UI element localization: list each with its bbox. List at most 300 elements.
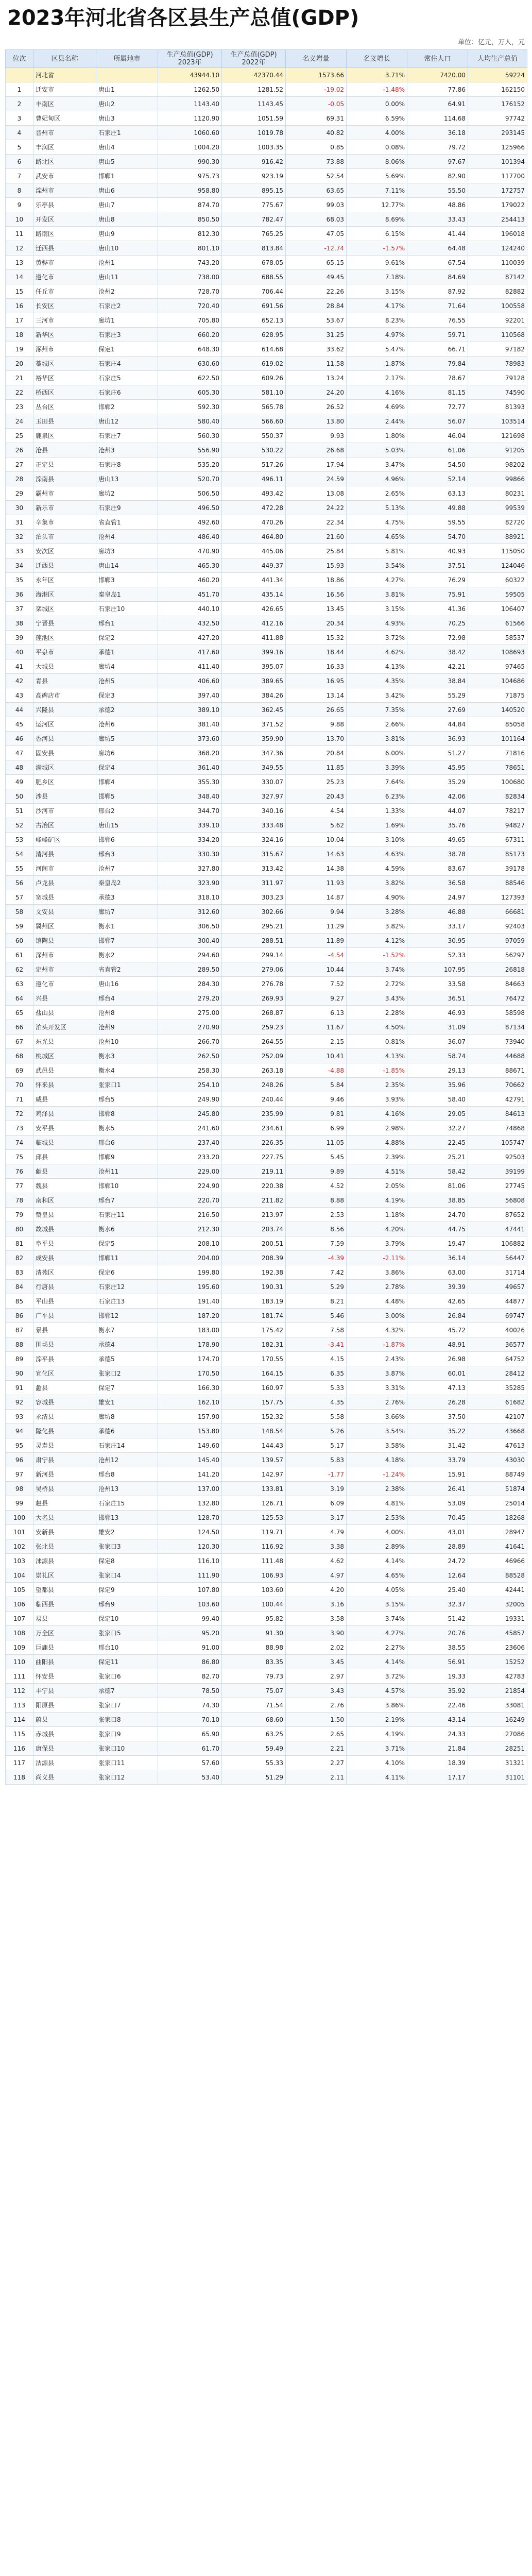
- gdp-2023-cell: 975.73: [158, 169, 222, 183]
- page-title: 2023年河北省各区县生产总值(GDP): [7, 6, 359, 30]
- rank-cell: 34: [6, 558, 33, 573]
- rank-cell: [6, 68, 33, 82]
- rank-cell: 79: [6, 1208, 33, 1222]
- growth-cell: 1.33%: [347, 804, 407, 818]
- gdp-2022-cell: 268.87: [222, 1006, 286, 1020]
- population-cell: 81.06: [407, 1179, 468, 1193]
- gdp-2023-cell: 318.10: [158, 890, 222, 905]
- rank-cell: 9: [6, 198, 33, 212]
- population-cell: 26.28: [407, 1395, 468, 1410]
- table-row: [6, 703, 527, 717]
- rank-cell: 30: [6, 501, 33, 515]
- rank-cell: 55: [6, 861, 33, 876]
- per-capita-cell: 78651: [468, 760, 527, 775]
- per-capita-cell: 31101: [468, 1770, 527, 1785]
- increase-cell: 99.03: [286, 198, 347, 212]
- rank-cell: 75: [6, 1150, 33, 1164]
- per-capita-cell: 23606: [468, 1640, 527, 1655]
- city-cell: 石家庄12: [96, 1280, 158, 1294]
- city-cell: 秦皇岛2: [96, 876, 158, 890]
- gdp-2023-cell: 103.60: [158, 1597, 222, 1612]
- gdp-2023-cell: 284.30: [158, 977, 222, 991]
- gdp-2022-cell: 139.57: [222, 1453, 286, 1467]
- table-row: [6, 1164, 527, 1179]
- population-cell: 81.15: [407, 385, 468, 400]
- growth-cell: 4.13%: [347, 1049, 407, 1063]
- gdp-2023-cell: 275.00: [158, 1006, 222, 1020]
- county-cell: 玉田县: [33, 414, 96, 429]
- rank-cell: 7: [6, 169, 33, 183]
- growth-cell: 0.81%: [347, 1035, 407, 1049]
- table-row: [6, 1352, 527, 1366]
- city-cell: 保定9: [96, 1583, 158, 1597]
- table-row: [6, 717, 527, 732]
- per-capita-cell: 81393: [468, 400, 527, 414]
- growth-cell: 3.71%: [347, 1741, 407, 1756]
- increase-cell: 65.15: [286, 256, 347, 270]
- rank-cell: 5: [6, 140, 33, 155]
- gdp-2023-cell: 389.10: [158, 703, 222, 717]
- city-cell: 保定8: [96, 1554, 158, 1568]
- gdp-2022-cell: 203.74: [222, 1222, 286, 1236]
- increase-cell: 10.41: [286, 1049, 347, 1063]
- table-row: [6, 82, 527, 97]
- city-cell: 张家口3: [96, 1539, 158, 1554]
- population-cell: 48.91: [407, 1337, 468, 1352]
- county-cell: 赵县: [33, 1496, 96, 1511]
- increase-cell: 3.38: [286, 1539, 347, 1554]
- county-cell: 阳原县: [33, 1698, 96, 1713]
- per-capita-cell: 26818: [468, 962, 527, 977]
- per-capita-cell: 42791: [468, 1092, 527, 1107]
- county-cell: 万全区: [33, 1626, 96, 1640]
- table-row: [6, 1669, 527, 1684]
- increase-cell: 22.26: [286, 284, 347, 299]
- increase-cell: 3.19: [286, 1482, 347, 1496]
- county-cell: 霸州市: [33, 486, 96, 501]
- growth-cell: 4.05%: [347, 1583, 407, 1597]
- gdp-2023-cell: 145.40: [158, 1453, 222, 1467]
- table-row: [6, 1337, 527, 1352]
- per-capita-cell: 100680: [468, 775, 527, 789]
- per-capita-cell: 28412: [468, 1366, 527, 1381]
- increase-cell: 7.58: [286, 1323, 347, 1337]
- per-capita-cell: 103514: [468, 414, 527, 429]
- table-row: [6, 241, 527, 256]
- growth-cell: 3.87%: [347, 1366, 407, 1381]
- gdp-2023-cell: 61.70: [158, 1741, 222, 1756]
- rank-cell: 41: [6, 659, 33, 674]
- county-cell: 吴桥县: [33, 1482, 96, 1496]
- gdp-2023-cell: 124.50: [158, 1525, 222, 1539]
- population-cell: 26.98: [407, 1352, 468, 1366]
- city-cell: 唐山11: [96, 270, 158, 284]
- city-cell: 石家庄5: [96, 371, 158, 385]
- gdp-2023-cell: 208.10: [158, 1236, 222, 1251]
- growth-cell: -1.52%: [347, 948, 407, 962]
- increase-cell: 13.24: [286, 371, 347, 385]
- table-row: [6, 602, 527, 616]
- county-cell: 东光县: [33, 1035, 96, 1049]
- county-cell: 永清县: [33, 1410, 96, 1424]
- city-cell: 廊坊7: [96, 905, 158, 919]
- population-cell: 72.98: [407, 631, 468, 645]
- table-row: [6, 1525, 527, 1539]
- population-cell: 24.72: [407, 1554, 468, 1568]
- header-per-capita: 人均生产总值: [468, 50, 527, 68]
- gdp-2022-cell: 95.82: [222, 1612, 286, 1626]
- gdp-2023-cell: 812.30: [158, 227, 222, 241]
- growth-cell: 3.81%: [347, 732, 407, 746]
- increase-cell: 5.46: [286, 1309, 347, 1323]
- table-row: [6, 1453, 527, 1467]
- population-cell: 38.55: [407, 1640, 468, 1655]
- population-cell: 76.55: [407, 313, 468, 328]
- table-row: [6, 1698, 527, 1713]
- county-cell: 海港区: [33, 587, 96, 602]
- increase-cell: 13.70: [286, 732, 347, 746]
- city-cell: 唐山7: [96, 198, 158, 212]
- gdp-2023-cell: 958.80: [158, 183, 222, 198]
- gdp-2022-cell: 219.11: [222, 1164, 286, 1179]
- population-cell: 24.70: [407, 1208, 468, 1222]
- increase-cell: 53.67: [286, 313, 347, 328]
- per-capita-cell: 18268: [468, 1511, 527, 1525]
- gdp-2022-cell: 88.98: [222, 1640, 286, 1655]
- city-cell: 石家庄15: [96, 1496, 158, 1511]
- city-cell: 张家口6: [96, 1669, 158, 1684]
- table-row: [6, 1770, 527, 1785]
- gdp-2023-cell: 199.80: [158, 1265, 222, 1280]
- gdp-2022-cell: 678.05: [222, 256, 286, 270]
- growth-cell: 4.19%: [347, 1727, 407, 1741]
- gdp-2023-cell: 323.90: [158, 876, 222, 890]
- county-cell: 沧县: [33, 443, 96, 457]
- city-cell: 沧州4: [96, 530, 158, 544]
- county-cell: 赤城县: [33, 1727, 96, 1741]
- city-cell: 邯郸6: [96, 833, 158, 847]
- growth-cell: 4.16%: [347, 1107, 407, 1121]
- rank-cell: 2: [6, 97, 33, 111]
- gdp-2022-cell: 51.29: [222, 1770, 286, 1785]
- header-nominal-growth: 名义增长: [347, 50, 407, 68]
- per-capita-cell: 179022: [468, 198, 527, 212]
- gdp-2023-cell: 506.50: [158, 486, 222, 501]
- county-cell: 永年区: [33, 573, 96, 587]
- gdp-2023-cell: 330.30: [158, 847, 222, 861]
- per-capita-cell: 59505: [468, 587, 527, 602]
- per-capita-cell: 127393: [468, 890, 527, 905]
- increase-cell: 9.46: [286, 1092, 347, 1107]
- per-capita-cell: 94827: [468, 818, 527, 833]
- rank-cell: 56: [6, 876, 33, 890]
- gdp-2022-cell: 496.11: [222, 472, 286, 486]
- growth-cell: 7.11%: [347, 183, 407, 198]
- rank-cell: 46: [6, 732, 33, 746]
- city-cell: 廊坊5: [96, 732, 158, 746]
- gdp-2023-cell: 440.10: [158, 602, 222, 616]
- increase-cell: 3.58: [286, 1612, 347, 1626]
- population-cell: 45.95: [407, 760, 468, 775]
- city-cell: 沧州12: [96, 1453, 158, 1467]
- population-cell: 87.92: [407, 284, 468, 299]
- population-cell: 35.96: [407, 1078, 468, 1092]
- population-cell: 31.42: [407, 1438, 468, 1453]
- population-cell: 35.29: [407, 775, 468, 789]
- per-capita-cell: 124240: [468, 241, 527, 256]
- city-cell: 廊坊3: [96, 544, 158, 558]
- growth-cell: 4.51%: [347, 1164, 407, 1179]
- per-capita-cell: 98202: [468, 457, 527, 472]
- rank-cell: 13: [6, 256, 33, 270]
- per-capita-cell: 71816: [468, 746, 527, 760]
- population-cell: 83.67: [407, 861, 468, 876]
- population-cell: 38.78: [407, 847, 468, 861]
- city-cell: 邯郸9: [96, 1150, 158, 1164]
- per-capita-cell: 19331: [468, 1612, 527, 1626]
- city-cell: 衡水2: [96, 948, 158, 962]
- growth-cell: 3.00%: [347, 1309, 407, 1323]
- gdp-2023-cell: 660.20: [158, 328, 222, 342]
- growth-cell: 2.43%: [347, 1352, 407, 1366]
- city-cell: 邢台8: [96, 1467, 158, 1482]
- population-cell: 71.64: [407, 299, 468, 313]
- gdp-2022-cell: 116.92: [222, 1539, 286, 1554]
- rank-cell: 33: [6, 544, 33, 558]
- city-cell: 石家庄9: [96, 501, 158, 515]
- growth-cell: -1.57%: [347, 241, 407, 256]
- gdp-2023-cell: 397.40: [158, 688, 222, 703]
- county-cell: 肥乡区: [33, 775, 96, 789]
- increase-cell: 26.65: [286, 703, 347, 717]
- growth-cell: 3.47%: [347, 457, 407, 472]
- city-cell: 石家庄8: [96, 457, 158, 472]
- gdp-2023-cell: 258.30: [158, 1063, 222, 1078]
- county-cell: 新河县: [33, 1467, 96, 1482]
- rank-cell: 110: [6, 1655, 33, 1669]
- per-capita-cell: 85173: [468, 847, 527, 861]
- rank-cell: 40: [6, 645, 33, 659]
- growth-cell: 4.88%: [347, 1136, 407, 1150]
- table-row: [6, 1467, 527, 1482]
- gdp-2022-cell: 330.07: [222, 775, 286, 789]
- gdp-2023-cell: 451.70: [158, 587, 222, 602]
- growth-cell: 3.39%: [347, 760, 407, 775]
- city-cell: 邯郸7: [96, 934, 158, 948]
- table-row: [6, 212, 527, 227]
- gdp-2022-cell: 340.16: [222, 804, 286, 818]
- gdp-2023-cell: 492.60: [158, 515, 222, 530]
- growth-cell: 4.96%: [347, 472, 407, 486]
- county-cell: 安次区: [33, 544, 96, 558]
- increase-cell: 11.85: [286, 760, 347, 775]
- gdp-2022-cell: 75.07: [222, 1684, 286, 1698]
- table-row: [6, 1294, 527, 1309]
- city-cell: 衡水3: [96, 1049, 158, 1063]
- gdp-2023-cell: 220.70: [158, 1193, 222, 1208]
- growth-cell: 2.44%: [347, 414, 407, 429]
- county-cell: 怀来县: [33, 1078, 96, 1092]
- increase-cell: 7.42: [286, 1265, 347, 1280]
- gdp-2022-cell: 384.26: [222, 688, 286, 703]
- growth-cell: 6.15%: [347, 227, 407, 241]
- city-cell: [96, 68, 158, 82]
- growth-cell: 4.14%: [347, 1554, 407, 1568]
- gdp-2022-cell: 395.07: [222, 659, 286, 674]
- rank-cell: 102: [6, 1539, 33, 1554]
- county-cell: 丰润区: [33, 140, 96, 155]
- growth-cell: 4.69%: [347, 400, 407, 414]
- gdp-2023-cell: 361.40: [158, 760, 222, 775]
- population-cell: 20.76: [407, 1626, 468, 1640]
- city-cell: 衡水6: [96, 1222, 158, 1236]
- rank-cell: 10: [6, 212, 33, 227]
- table-row: [6, 1179, 527, 1193]
- city-cell: 承德4: [96, 1337, 158, 1352]
- increase-cell: 24.22: [286, 501, 347, 515]
- city-cell: 唐山6: [96, 183, 158, 198]
- gdp-2023-cell: 65.90: [158, 1727, 222, 1741]
- increase-cell: -19.02: [286, 82, 347, 97]
- city-cell: 省直管2: [96, 962, 158, 977]
- county-cell: 涉县: [33, 789, 96, 804]
- county-cell: 安新县: [33, 1525, 96, 1539]
- increase-cell: 2.53: [286, 1208, 347, 1222]
- increase-cell: 2.27: [286, 1756, 347, 1770]
- growth-cell: 3.54%: [347, 558, 407, 573]
- population-cell: 54.70: [407, 530, 468, 544]
- increase-cell: 52.54: [286, 169, 347, 183]
- per-capita-cell: 108693: [468, 645, 527, 659]
- city-cell: 邢台1: [96, 616, 158, 631]
- per-capita-cell: 110039: [468, 256, 527, 270]
- table-row: [6, 1107, 527, 1121]
- county-cell: 高碑店市: [33, 688, 96, 703]
- gdp-2023-cell: 592.30: [158, 400, 222, 414]
- rank-cell: 76: [6, 1164, 33, 1179]
- county-cell: 平山县: [33, 1294, 96, 1309]
- growth-cell: -1.87%: [347, 1337, 407, 1352]
- county-cell: 容城县: [33, 1395, 96, 1410]
- gdp-2022-cell: 550.37: [222, 429, 286, 443]
- gdp-2023-cell: 417.60: [158, 645, 222, 659]
- population-cell: 38.85: [407, 1193, 468, 1208]
- city-cell: 唐山15: [96, 818, 158, 833]
- increase-cell: 9.94: [286, 905, 347, 919]
- county-cell: 开发区: [33, 212, 96, 227]
- gdp-2023-cell: 183.00: [158, 1323, 222, 1337]
- county-cell: 崇礼区: [33, 1568, 96, 1583]
- gdp-2023-cell: 233.20: [158, 1150, 222, 1164]
- gdp-2023-cell: 249.90: [158, 1092, 222, 1107]
- gdp-2022-cell: 220.38: [222, 1179, 286, 1193]
- table-row: [6, 1410, 527, 1424]
- city-cell: 秦皇岛1: [96, 587, 158, 602]
- gdp-2023-cell: 411.40: [158, 659, 222, 674]
- city-cell: 石家庄13: [96, 1294, 158, 1309]
- growth-cell: 4.11%: [347, 1770, 407, 1785]
- per-capita-cell: 71875: [468, 688, 527, 703]
- gdp-2022-cell: 426.65: [222, 602, 286, 616]
- per-capita-cell: 99539: [468, 501, 527, 515]
- increase-cell: 8.56: [286, 1222, 347, 1236]
- rank-cell: 47: [6, 746, 33, 760]
- city-cell: 张家口5: [96, 1626, 158, 1640]
- city-cell: 唐山2: [96, 97, 158, 111]
- rank-cell: 71: [6, 1092, 33, 1107]
- rank-cell: 78: [6, 1193, 33, 1208]
- city-cell: 石家庄4: [96, 357, 158, 371]
- growth-cell: 4.93%: [347, 616, 407, 631]
- gdp-2023-cell: 306.50: [158, 919, 222, 934]
- gdp-2022-cell: 71.54: [222, 1698, 286, 1713]
- gdp-2022-cell: 264.55: [222, 1035, 286, 1049]
- table-row: [6, 977, 527, 991]
- gdp-2022-cell: 472.28: [222, 501, 286, 515]
- city-cell: 张家口7: [96, 1698, 158, 1713]
- per-capita-cell: 39178: [468, 861, 527, 876]
- population-cell: 114.68: [407, 111, 468, 126]
- population-cell: 29.05: [407, 1107, 468, 1121]
- city-cell: 邢台3: [96, 847, 158, 861]
- rank-cell: 53: [6, 833, 33, 847]
- increase-cell: 14.87: [286, 890, 347, 905]
- growth-cell: 8.69%: [347, 212, 407, 227]
- gdp-2022-cell: 190.31: [222, 1280, 286, 1294]
- gdp-2023-cell: 1004.20: [158, 140, 222, 155]
- gdp-2022-cell: 42370.44: [222, 68, 286, 82]
- county-cell: 路南区: [33, 227, 96, 241]
- table-row: [6, 746, 527, 760]
- gdp-2023-cell: 630.60: [158, 357, 222, 371]
- per-capita-cell: 105747: [468, 1136, 527, 1150]
- city-cell: 唐山1: [96, 82, 158, 97]
- population-cell: 33.58: [407, 977, 468, 991]
- city-cell: 邯郸3: [96, 573, 158, 587]
- gdp-2022-cell: 288.51: [222, 934, 286, 948]
- gdp-2022-cell: 59.49: [222, 1741, 286, 1756]
- county-cell: 莲池区: [33, 631, 96, 645]
- growth-cell: 3.15%: [347, 602, 407, 616]
- gdp-2022-cell: 106.93: [222, 1568, 286, 1583]
- table-row: [6, 1568, 527, 1583]
- rank-cell: 99: [6, 1496, 33, 1511]
- per-capita-cell: 88921: [468, 530, 527, 544]
- per-capita-cell: 58537: [468, 631, 527, 645]
- table-row: [6, 111, 527, 126]
- gdp-2023-cell: 520.70: [158, 472, 222, 486]
- table-row: [6, 818, 527, 833]
- population-cell: 38.42: [407, 645, 468, 659]
- growth-cell: 3.43%: [347, 991, 407, 1006]
- county-cell: 栾城区: [33, 602, 96, 616]
- city-cell: 唐山9: [96, 227, 158, 241]
- population-cell: 63.13: [407, 486, 468, 501]
- county-cell: 古冶区: [33, 818, 96, 833]
- city-cell: 承德7: [96, 1684, 158, 1698]
- increase-cell: 47.05: [286, 227, 347, 241]
- gdp-2023-cell: 348.40: [158, 789, 222, 804]
- table-row: [6, 1482, 527, 1496]
- city-cell: 沧州5: [96, 674, 158, 688]
- gdp-2022-cell: 259.23: [222, 1020, 286, 1035]
- population-cell: 58.74: [407, 1049, 468, 1063]
- increase-cell: 28.84: [286, 299, 347, 313]
- gdp-2023-cell: 237.40: [158, 1136, 222, 1150]
- per-capita-cell: 59224: [468, 68, 527, 82]
- growth-cell: 2.72%: [347, 977, 407, 991]
- population-cell: 38.84: [407, 674, 468, 688]
